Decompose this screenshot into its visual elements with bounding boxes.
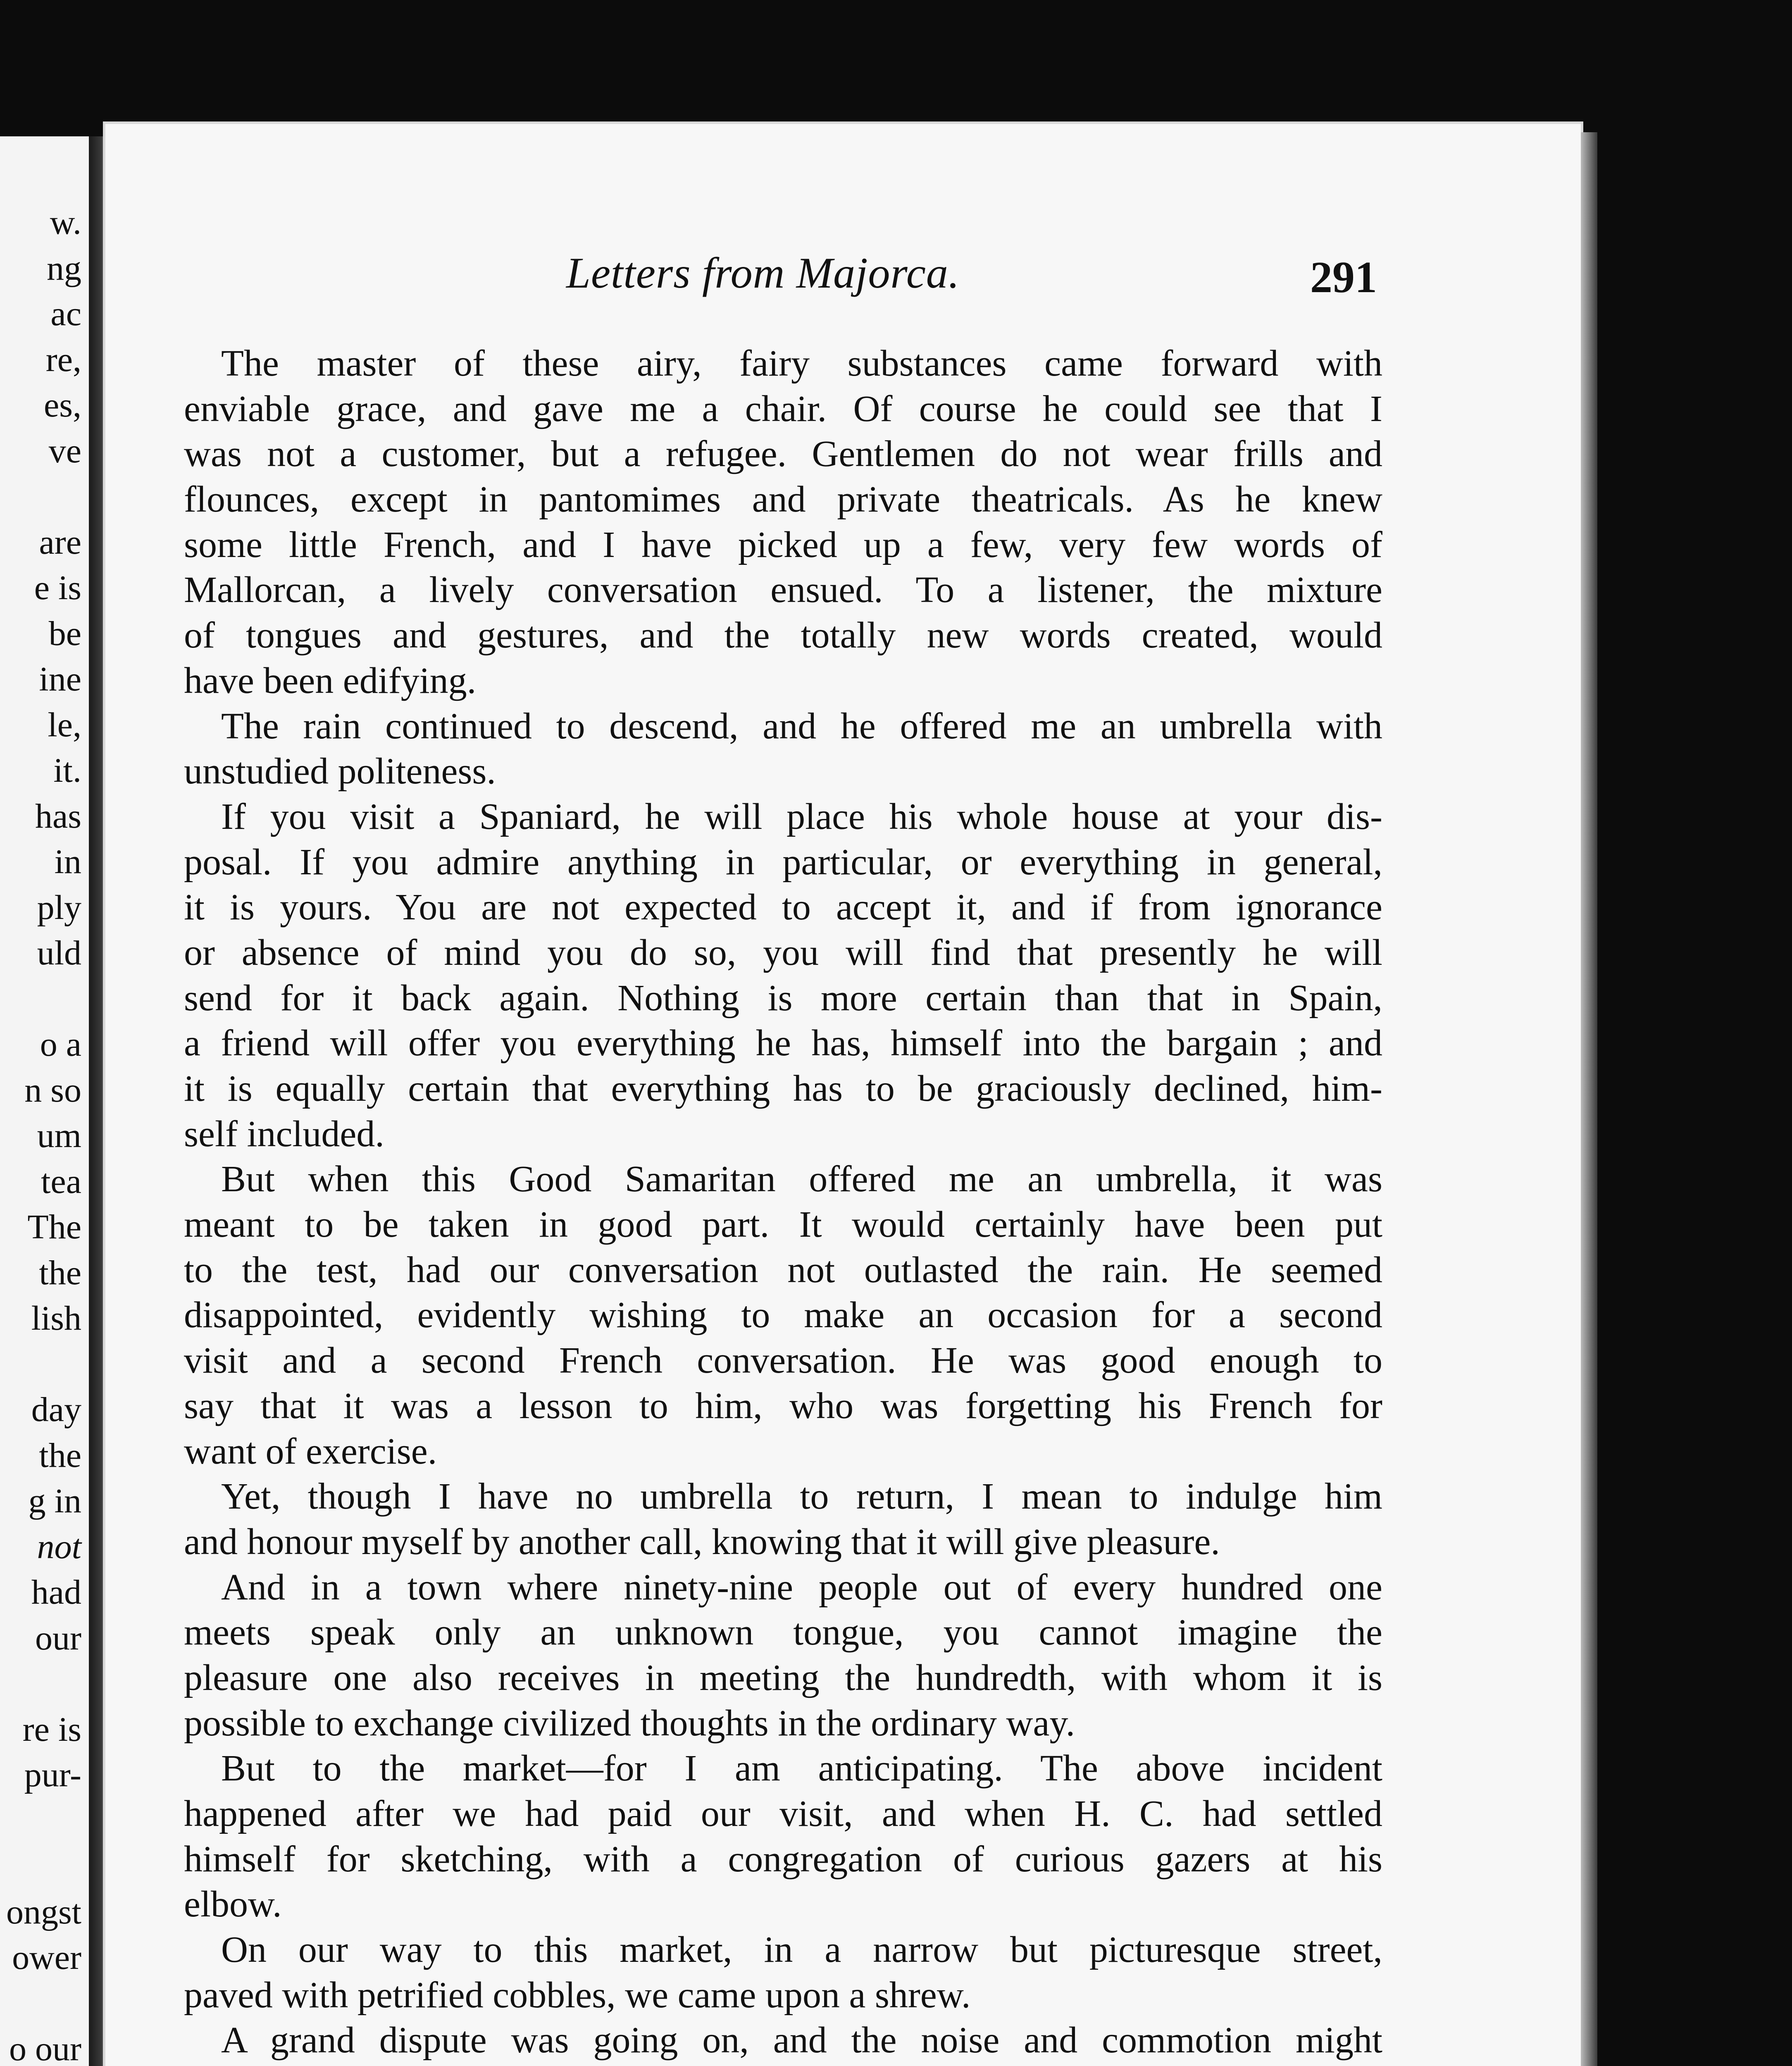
left-page-fragment: um — [37, 1116, 81, 1155]
left-page-fragment: g in — [28, 1482, 81, 1520]
text-line: it is equally certain that everything has to be graciously declined, him- — [184, 1068, 1382, 1109]
left-page-fragment: ply — [37, 888, 81, 927]
text-line: a friend will offer you everything he has, himself into the bargain ; and — [184, 1023, 1382, 1064]
left-page-fragment: tea — [41, 1162, 81, 1201]
left-page-fragment: ower — [12, 1938, 81, 1977]
text-line: to the test, had our conversation not outlasted the rain. He seemed — [184, 1249, 1382, 1290]
left-page-fragment: ng — [47, 249, 81, 288]
left-page-fragment: re is — [22, 1710, 81, 1749]
text-line: disappointed, evidently wishing to make an occasion for a second — [184, 1295, 1382, 1336]
text-line: enviable grace, and gave me a chair. Of course he could see that I — [184, 388, 1382, 429]
left-page-fragment: ine — [39, 660, 81, 698]
left-page-fragment: in — [54, 843, 81, 881]
left-page-fragment: n so — [24, 1071, 81, 1109]
text-line: meets speak only an unknown tongue, you cannot imagine the — [184, 1612, 1382, 1653]
left-page-fragment: es, — [44, 386, 81, 424]
left-page-fragment: the — [39, 1436, 81, 1475]
previous-page-edge — [0, 136, 93, 2066]
text-line: A grand dispute was going on, and the noise and commotion might — [221, 2020, 1382, 2061]
text-line: say that it was a lesson to him, who was forgetting his French for — [184, 1385, 1382, 1426]
text-line: But when this Good Samaritan offered me an umbrella, it was — [221, 1159, 1382, 1200]
text-line: visit and a second French conversation. He was good enough to — [184, 1340, 1382, 1381]
text-line: The master of these airy, fairy substances came forward with — [221, 343, 1382, 384]
left-page-fragment: The — [27, 1208, 81, 1246]
left-page-fragment: be — [48, 614, 81, 653]
left-page-fragment: o a — [40, 1025, 81, 1064]
left-page-fragment: not — [37, 1527, 81, 1566]
text-line: pleasure one also receives in meeting the hundredth, with whom it is — [184, 1657, 1382, 1698]
left-page-fragment: e is — [34, 569, 81, 607]
text-line: possible to exchange civilized thoughts in the ordinary way. — [184, 1702, 1075, 1744]
text-line: Mallorcan, a lively conversation ensued. To a listener, the mixture — [184, 569, 1382, 611]
text-line: Yet, though I have no umbrella to return, I mean to indulge him — [221, 1476, 1382, 1517]
text-line: himself for sketching, with a congregation of curious gazers at his — [184, 1838, 1382, 1880]
text-line — [184, 2063, 1382, 2066]
text-line: unstudied politeness. — [184, 751, 496, 792]
text-line: On our way to this market, in a narrow but picturesque street, — [221, 1929, 1382, 1971]
text-line: posal. If you admire anything in particular, or everything in general, — [184, 841, 1382, 883]
text-line: have been edifying. — [184, 660, 477, 701]
text-line: self included. — [184, 1113, 384, 1154]
left-page-fragment: it. — [53, 751, 81, 790]
running-head: Letters from Majorca. — [566, 249, 960, 297]
left-page-fragment: re, — [45, 340, 81, 379]
left-page-fragment: lish — [31, 1299, 81, 1338]
left-page-fragment: ac — [50, 295, 81, 333]
text-line: elbow. — [184, 1884, 282, 1925]
left-page-fragment: are — [39, 523, 81, 562]
left-page-fragment: uld — [37, 934, 81, 972]
text-line: happened after we had paid our visit, and when H. C. had settled — [184, 1793, 1382, 1834]
body-text — [184, 341, 1382, 2066]
left-page-fragment: o our — [9, 2030, 81, 2066]
left-page-fragment: ongst — [6, 1892, 81, 1931]
text-line: want of exercise. — [184, 1430, 437, 1472]
left-page-fragment: day — [31, 1390, 81, 1429]
text-line: and honour myself by another call, knowing that it will give pleasure. — [184, 1521, 1220, 1562]
left-page-fragment: w. — [50, 203, 81, 242]
text-line: paved with petrified cobbles, we came upon a shrew. — [184, 1974, 971, 2016]
text-line: The rain continued to descend, and he offered me an umbrella with — [221, 705, 1382, 747]
text-line: And in a town where ninety-nine people out of every hundred one — [221, 1566, 1382, 1608]
page-edge-shadow — [1581, 132, 1597, 2066]
text-line: send for it back again. Nothing is more certain than that in Spain, — [184, 977, 1382, 1019]
text-line: meant to be taken in good part. It would certainly have been put — [184, 1204, 1382, 1245]
text-line: was not a customer, but a refugee. Gentlemen do not wear frills and — [184, 433, 1382, 475]
left-page-fragment: has — [35, 797, 81, 835]
left-page-fragment: had — [31, 1573, 81, 1611]
left-page-fragment: le, — [48, 705, 81, 744]
text-line: flounces, except in pantomimes and private theatricals. As he knew — [184, 479, 1382, 520]
left-page-fragment: our — [35, 1619, 81, 1657]
text-line: it is yours. You are not expected to accept it, and if from ignorance — [184, 887, 1382, 928]
left-page-fragment: pur- — [24, 1756, 81, 1794]
left-page-fragment: the — [39, 1253, 81, 1292]
text-line: or absence of mind you do so, you will find that presently he will — [184, 932, 1382, 973]
text-line: If you visit a Spaniard, he will place his whole house at your dis- — [221, 796, 1382, 837]
left-page-fragment: ve — [48, 431, 81, 470]
page-number: 291 — [1310, 253, 1377, 302]
text-line: of tongues and gestures, and the totally new words created, would — [184, 615, 1382, 656]
text-line: But to the market—for I am anticipating. The above incident — [221, 1748, 1382, 1789]
text-line: some little French, and I have picked up a few, very few words of — [184, 524, 1382, 565]
